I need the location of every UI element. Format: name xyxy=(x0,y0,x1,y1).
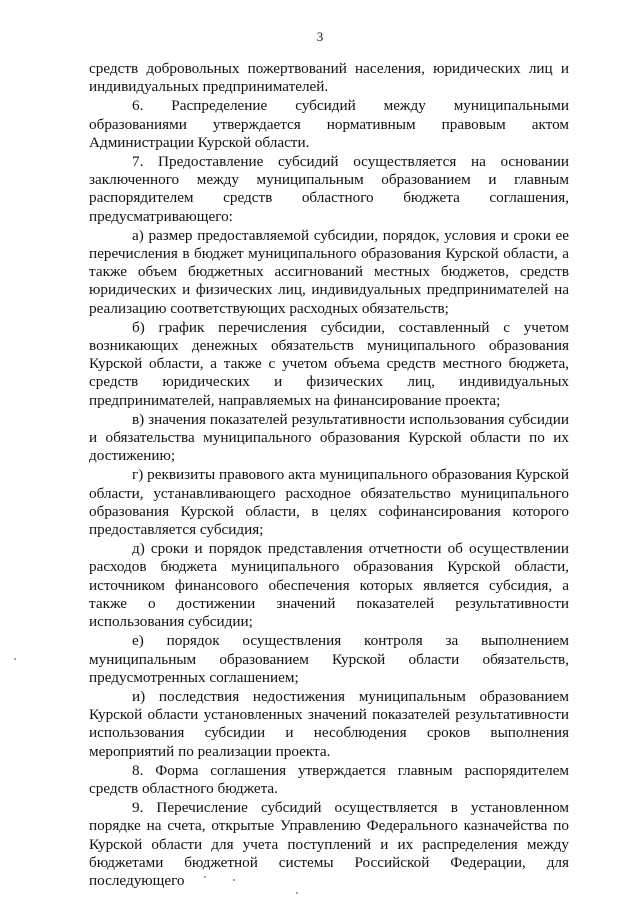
page-number: 3 xyxy=(316,29,324,44)
scan-speck xyxy=(296,892,298,894)
paragraph-item-6: 6. Распределение субсидий между муниципальными образованиями утверждается нормативным правовым актом Администрации Курской области. xyxy=(89,97,569,151)
paragraph-subitem-v: в) значения показателей результативности использования субсидии и обязательства муниципального образования Курской области по их достижению; xyxy=(89,410,569,465)
paragraph-subitem-e: е) порядок осуществления контроля за выполнением муниципальным образованием Курской области обязательств, предусмотренных соглашением; xyxy=(89,632,569,686)
paragraph-subitem-d: д) сроки и порядок представления отчетности об осуществлении расходов бюджета муниципального образования Курской области, источником финансового обеспечения которых является субсидия, а также о достижении значений показателей результативности использования субсидии; xyxy=(89,540,569,631)
document-body xyxy=(89,60,569,890)
paragraph-item-7: 7. Предоставление субсидий осуществляется на основании заключенного между муниципальным образованием и главным распорядителем средств областного бюджета соглашения, предусматривающего: xyxy=(89,153,569,225)
scan-speck xyxy=(204,876,206,878)
paragraph-subitem-i: и) последствия недостижения муниципальным образованием Курской области установленных значений показателей результативности использования субсидии и несоблюдения сроков выполнения мероприятий по реализации проекта. xyxy=(89,687,569,760)
scan-speck xyxy=(233,879,235,881)
paragraph-subitem-a: а) размер предоставляемой субсидии, порядок, условия и сроки ее перечисления в бюджет муниципального образования Курской области, а также объем бюджетных ассигнований местных бюджетов, средств юридических и физических лиц, индивидуальных предпринимателей на реализацию соответствующих расходных обязательств; xyxy=(89,226,569,317)
paragraph-subitem-g: г) реквизиты правового акта муниципального образования Курской области, устанавливающего расходное обязательство муниципального образования Курской области, в целях софинансирования которого предоставляется субсидия; xyxy=(89,466,569,539)
paragraph-continuation: средств добровольных пожертвований населения, юридических лиц и индивидуальных предпринимателей. xyxy=(89,60,569,96)
paragraph-item-8: 8. Форма соглашения утверждается главным распорядителем средств областного бюджета. xyxy=(89,761,569,797)
paragraph-item-9: 9. Перечисление субсидий осуществляется в установленном порядке на счета, открытые Управлению Федерального казначейства по Курской области для учета поступлений и их распределения между бюджетами бюджетной системы Российской Федерации, для последующего xyxy=(89,799,569,889)
scan-speck xyxy=(14,658,16,660)
paragraph-subitem-b: б) график перечисления субсидии, составленный с учетом возникающих денежных обязательств муниципального образования Курской области, а также с учетом объема средств местного бюджета, средств юридических и физических лиц, индивидуальных предпринимателей, направляемых на финансирование проекта; xyxy=(89,318,569,409)
